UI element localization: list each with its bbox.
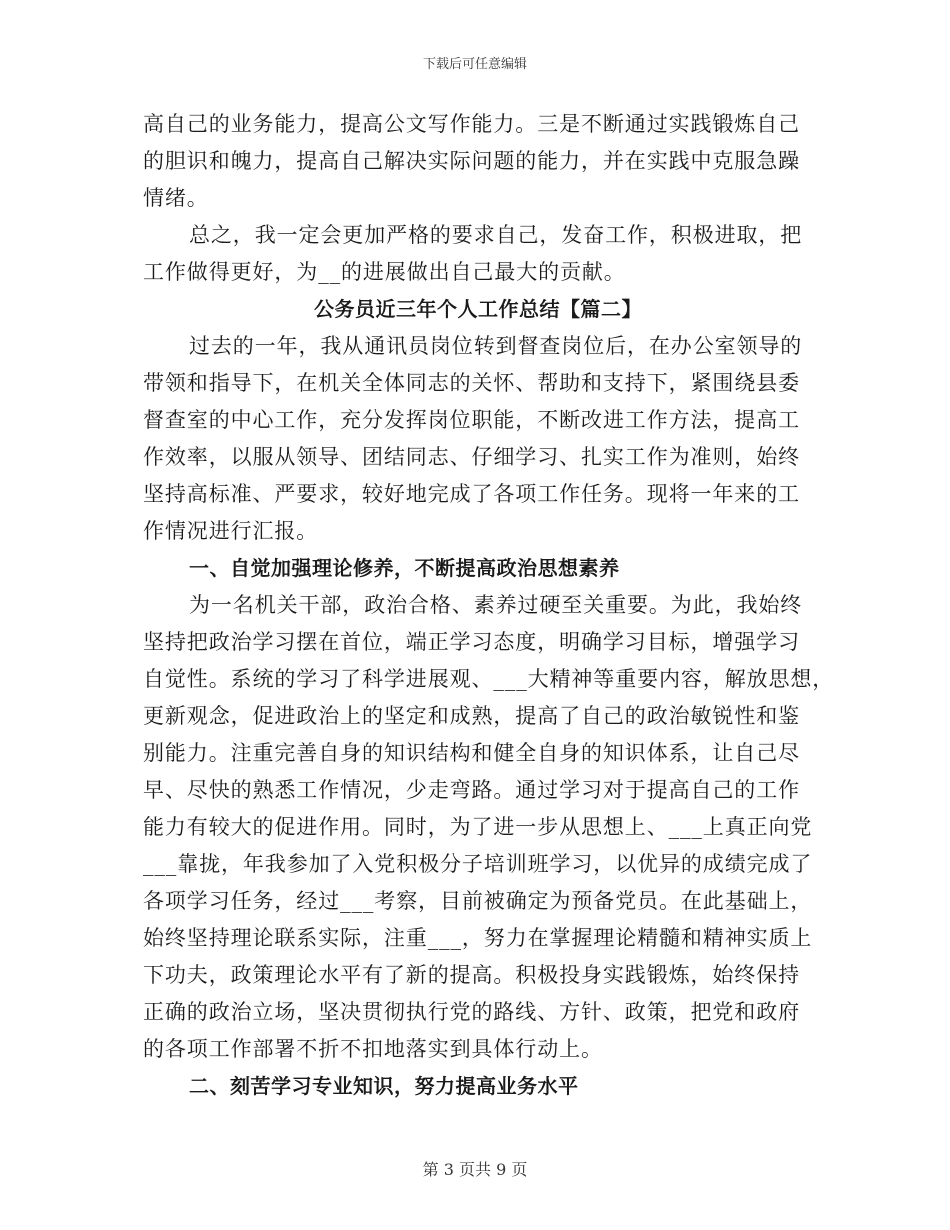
text-line: 自觉性。系统的学习了科学进展观、___大精神等重要内容，解放思想， [143,667,835,691]
article-title: 公务员近三年个人工作总结【篇二】 [314,297,642,321]
text-line: 能力有较大的促进作用。同时，为了进一步从思想上、___上真正向党 [143,815,813,839]
text-line: 坚持高标准、严要求，较好地完成了各项工作任务。现将一年来的工 [143,482,800,506]
page-header: 下载后可任意编辑 [422,57,527,72]
text-line: 作情况进行汇报。 [143,519,319,543]
text-line: 坚持把政治学习摆在首位，端正学习态度，明确学习目标，增强学习 [143,630,800,654]
text-line: 的各项工作部署不折不扣地落实到具体行动上。 [143,1037,603,1061]
text-line: 过去的一年，我从通讯员岗位转到督查岗位后，在办公室领导的 [189,334,803,358]
text-line: 督查室的中心工作，充分发挥岗位职能，不断改进工作方法，提高工 [143,408,800,432]
section-heading-2: 二、刻苦学习专业知识，努力提高业务水平 [189,1074,579,1098]
text-line: 的胆识和魄力，提高自己解决实际问题的能力，并在实践中克服急躁 [143,149,800,173]
document-body [143,106,835,1105]
text-line: 各项学习任务，经过___考察，目前被确定为预备党员。在此基础上， [143,889,813,913]
text-line: 带领和指导下，在机关全体同志的关怀、帮助和支持下，紧围绕县委 [143,371,800,395]
text-line: 正确的政治立场，坚决贯彻执行党的路线、方针、政策，把党和政府 [143,1000,800,1024]
text-line: 始终坚持理论联系实际，注重___，努力在掌握理论精髓和精神实质上 [143,926,813,950]
text-line: 总之，我一定会更加严格的要求自己，发奋工作，积极进取，把 [189,223,803,247]
text-line: 高自己的业务能力，提高公文写作能力。三是不断通过实践锻炼自己 [143,112,800,136]
text-line: 工作做得更好，为__的进展做出自己最大的贡献。 [143,260,626,284]
text-line: ___靠拢，年我参加了入党积极分子培训班学习，以优异的成绩完成了 [143,852,813,876]
section-heading-1: 一、自觉加强理论修养，不断提高政治思想素养 [189,556,620,580]
text-line: 下功夫，政策理论水平有了新的提高。积极投身实践锻炼，始终保持 [143,963,800,987]
page-footer: 第 3 页共 9 页 [422,1160,528,1179]
text-line: 早、尽快的熟悉工作情况，少走弯路。通过学习对于提高自己的工作 [143,778,800,802]
text-line: 作效率，以服从领导、团结同志、仔细学习、扎实工作为准则，始终 [143,445,800,469]
text-line: 情绪。 [143,186,209,210]
text-line: 更新观念，促进政治上的坚定和成熟，提高了自己的政治敏锐性和鉴 [143,704,800,728]
text-line: 别能力。注重完善自身的知识结构和健全自身的知识体系，让自己尽 [143,741,800,765]
text-line: 为一名机关干部，政治合格、素养过硬至关重要。为此，我始终 [189,593,803,617]
